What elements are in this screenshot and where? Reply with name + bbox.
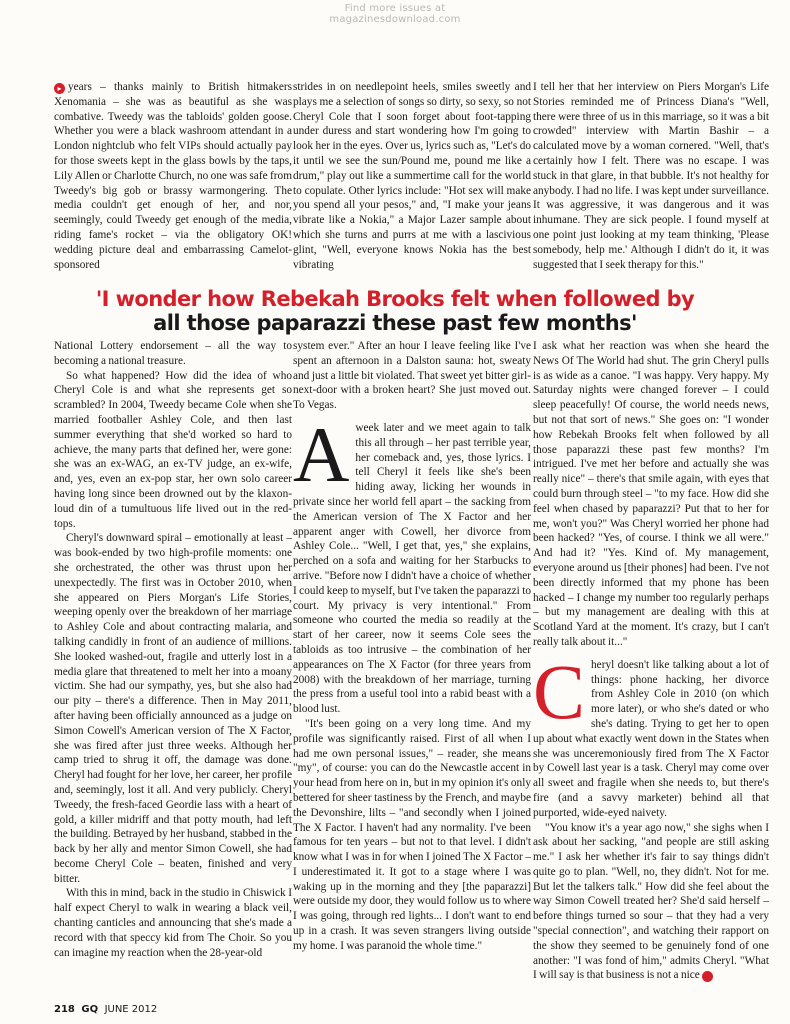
page-number: 218 xyxy=(54,1004,75,1015)
paragraph: I tell her that her interview on Piers Morgan's Life Stories reminded me of Princess Diana's "Well, there were three of us in this marriage, so it was a bit crowded" interview with Martin Bashir – a calculated move by a woman cornered. "Well, that's certainly how I felt. There was no escape. I was stuck in that glare, in that bubble. It's not healthy for anybody. I had no life. I was kept under surveillance. It was aggressive, it was dangerous and it was inhumane. They are sick people. I found myself at one point just looking at my team thinking, 'Please somebody, help me.' Although I didn't do it, it was suggested that I seek therapy for this." xyxy=(533,81,769,271)
drop-cap: A xyxy=(293,410,350,498)
paragraph: I ask what her reaction was when she heard the News Of The World had shut. The grin Cheryl pulls is as wide as a canoe. "I was happy. Very happy. My Saturday nights were changed forever – I could sleep peacefully! Of course, the world needs news, but not that sort of news." She goes on: "I wonder how Rebekah Brooks felt when followed by all those paparazzi these past few months? I'm intrigued. I've met her before and actually she was really nice" – there's that smile again, with eyes that could burn through steel – "to my face. How did she feel when chased by paparazzi? Put that to her for me, won't you?" Was Cheryl worried her phone had been hacked? "Yes, of course. I think we all were." And had it? "Yes. Kind of. My management, everyone around us [their phones] had been. I've not been directly informed that my phone has been hacked – I change my number too regularly perhaps – but my management are dealing with this at Scotland Yard at the moment. It's crazy, but I can't really talk about it..." xyxy=(533,340,769,648)
pull-quote xyxy=(0,287,790,335)
paragraph: Cheryl's downward spiral – emotionally at least – was book-ended by two high-profile moments: one she orchestrated, the other was thrust upon her unexpectedly. The first was in October 2010, when she appeared on Piers Morgan's Life Stories, weeping openly over the breakdown of her marriage to Ashley Cole and about contracting malaria, and talking candidly in front of an audience of millions. She looked washed-out, fragile and utterly lost in a media glare that threatened to melt her into a moany victim. She had our sympathy, yes, but she also had our pity – there's a difference. Then in May 2011, after having been officially announced as a judge on Simon Cowell's American version of The X Factor, she was fired after just three weeks. Although her camp tried to shrug it off, the damage was done. Cheryl had fought for her love, her career, her profile and, seemingly, lost it all. And very publicly. Cheryl Tweedy, the fresh-faced Geordie lass with a heart of gold, a killer midriff and that potty mouth, had left the building. Betrayed by her husband, stabbed in the back by her ally and mentor Simon Cowell, she had become Cheryl Cole – beaten, finished and very bitter. xyxy=(54,532,292,885)
paragraph-dropcap: Cheryl doesn't like talking about a lot of things: phone hacking, her divorce from Ashley Cole in 2010 (on which more later), or who she's dated or who she's dating. Trying to get her to open up about what exactly went down in the States when she was unceremoniously fired from The X Factor by Cowell last year is a task. Cheryl may come over all sweet and fragile when she needs to, but there's fire (and a savvy marketer) behind all that purported, wide-eyed naivety. xyxy=(533,647,769,819)
watermark-line2: magazinesdownload.com xyxy=(329,14,461,25)
magazine-logo: GQ xyxy=(81,1004,99,1015)
paragraph: strides in on needlepoint heels, smiles sweetly and plays me a selection of songs so dirty, so sexy, so not Cheryl Cole that I soon forget about foot-tapping under duress and start wondering how I'm going to look her in the eyes. Over us, lyrics such as, "Let's do it until we see the sun/Pound me, pound me like a drum," play out like a summertime call for the world to copulate. Other lyrics include: "Hot sex will make you spend all your pesos," and, "I make your jeans vibrate like a Nokia," a Major Lazer sample about which she turns and purrs at me with a lascivious glint, "Well, everyone knows Nokia has the best vibrating xyxy=(293,81,531,271)
pull-quote-line1: 'I wonder how Rebekah Brooks felt when followed by xyxy=(95,287,695,311)
paragraph-dropcap: Aweek later and we meet again to talk this all through – her past terrible year, her comeback and, yes, those lyrics. I tell Cheryl it feels like she's been hiding away, licking her wounds in private since her world fell apart – the sacking from the American version of The X Factor and her apparent anger with Cowell, her divorce from Ashley Cole... "Well, I get that, yes," she explains, perched on a sofa and waiting for her Starbucks to arrive. "Before now I didn't have a choice of whether I could keep to myself, but I've taken the paparazzi to court. My privacy is very intentional." From someone who courted the media so readily at the start of her career, now it seems Cole sees the tabloids as too intrusive – the combination of her appearances on The X Factor (for three years from 2008) with the breakdown of her marriage, turning the press from a useful tool into a rabid beast with a blood lust. xyxy=(293,410,532,716)
continue-arrow-icon: ▸ xyxy=(54,83,65,94)
paragraph: National Lottery endorsement – all the way to becoming a national treasure. xyxy=(54,340,292,367)
continue-arrow-icon: ▸ xyxy=(702,971,713,982)
page-footer xyxy=(54,1004,157,1015)
paragraph: "You know it's a year ago now," she sighs when I ask about her sacking, "and people are still asking me." I ask her whether it's fair to say things didn't quite go to plan. "Well, no, they didn't. Not for me. But let the talkers talk." How did she feel about the way Simon Cowell treated her? She'd said herself – before things turned so sour – that they had a very "special connection", and watching their rapport on the show they seemed to be genuinely fond of one another: "I was fond of him," admits Cheryl. "What I will say is that business is not a nice ▸ xyxy=(533,821,769,982)
bottom-column-2 xyxy=(293,339,531,954)
bottom-column-1 xyxy=(54,339,292,960)
watermark-line1: Find more issues at xyxy=(344,3,446,14)
issue-date: JUNE 2012 xyxy=(104,1004,158,1015)
paragraph: system ever." After an hour I leave feeling like I've spent an afternoon in a Dalston sauna: hot, sweaty and just a little bit violated. That sweet yet bitter girl-next-door with a broken heart? She just moved out. To Vegas. xyxy=(293,340,531,412)
paragraph: ▸ years – thanks mainly to British hitmakers Xenomania – she was as beautiful as she was combative. Tweedy was the tabloids' golden goose. Whether you were a black washroom attendant in a London nightclub who felt VIPs should actually pay for those sweets kept in the glass bowls by the taps, Lily Allen or Charlotte Church, no one was safe from Tweedy's big gob or brassy warmongering. The media couldn't get enough of her, and nor, seemingly, could Tweedy get enough of the media, riding fame's rocket – via the obligatory OK! wedding picture deal and embarrassing Camelot-sponsored xyxy=(54,81,292,271)
top-column-3 xyxy=(533,80,769,272)
pull-quote-line2: all those paparazzi these past few months' xyxy=(153,311,637,335)
watermark xyxy=(0,3,790,25)
drop-cap: C xyxy=(533,647,586,735)
paragraph: "It's been going on a very long time. And my profile was significantly raised. First of all when I had me own personal issues," – reader, she means "my", of course: you can do the Newcastle accent in your head from here on in, but in my opinion it's only bettered for sheer tastiness by the French, and maybe the Devonshire, lilts – "and secondly when I joined The X Factor. I haven't had any normality. I've been famous for ten years – but not to that level. I didn't know what I was in for when I joined The X Factor – I underestimated it. It got to a stage where I was waking up in the morning and they [the paparazzi] were outside my door, they would follow us to where I was going, through red lights... I don't want to end up in a crash. It was seven strangers living outside my home. I was paranoid the whole time." xyxy=(293,717,531,952)
bottom-column-3 xyxy=(533,339,769,983)
top-column-2 xyxy=(293,80,531,272)
paragraph: So what happened? How did the idea of who Cheryl Cole is and what she represents get so scrambled? In 2004, Tweedy became Cole when she married footballer Ashley Cole, and then last summer everything that she'd worked so hard to achieve, the many parts that defined her, were gone: she was an ex-WAG, an ex-TV judge, an ex-wife, and, yes, even an ex-pop star, her own solo career having long since been drowned out by the klaxon-loud din of a tumultuous life lived out in the red-tops. xyxy=(54,369,292,530)
top-column-1 xyxy=(54,80,292,272)
paragraph: With this in mind, back in the studio in Chiswick I half expect Cheryl to walk in wearing a black veil, chanting canticles and announcing that she's made a record with that speccy kid from The Choir. So you can imagine my reaction when the 28-year-old xyxy=(54,887,292,959)
